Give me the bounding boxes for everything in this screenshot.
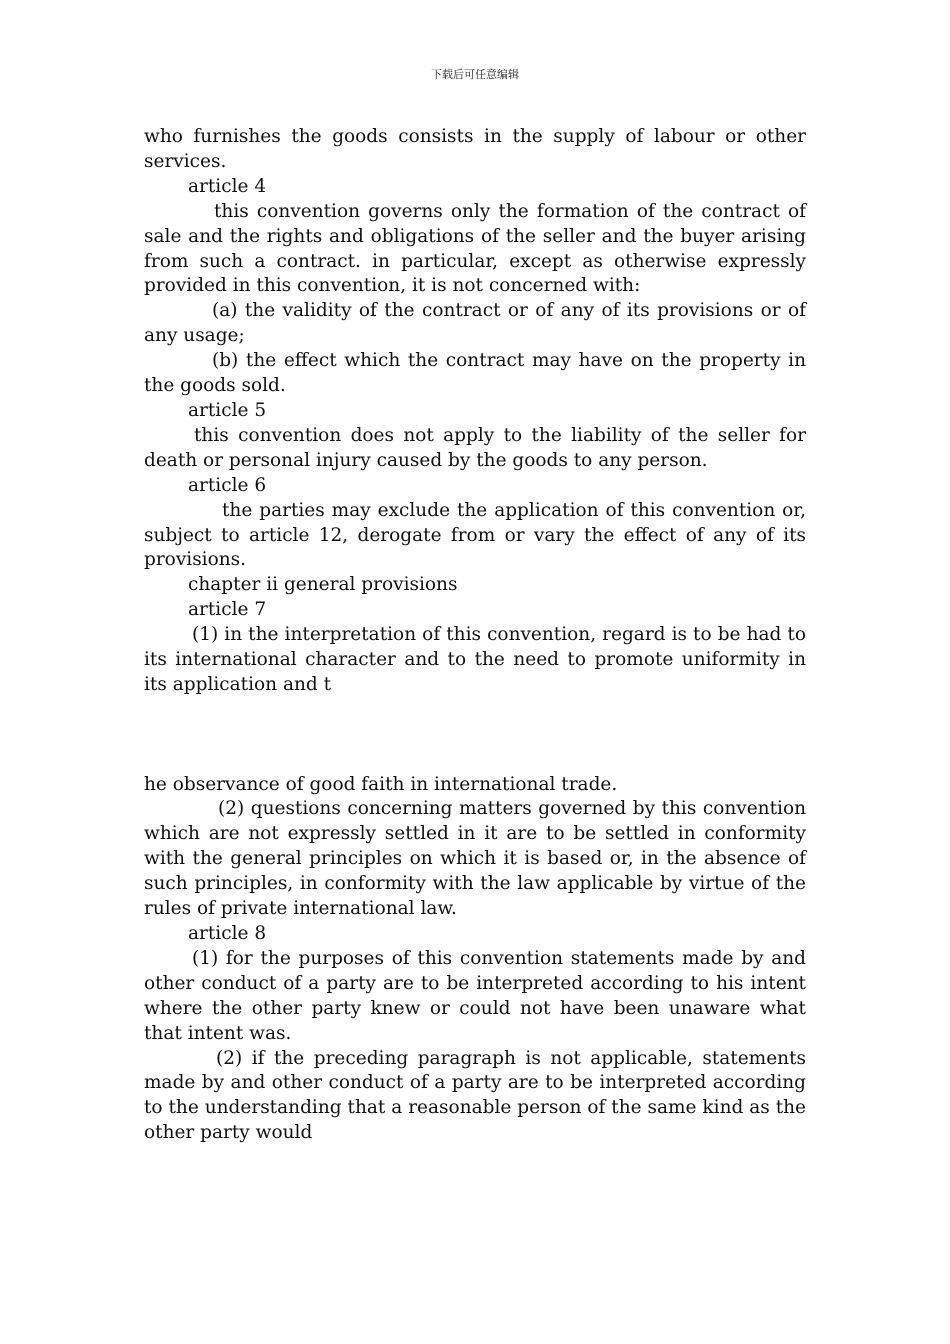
article-7-para-1-part-b: he observance of good faith in international trade.	[144, 773, 618, 795]
article-7-para-1-part-a: (1) in the interpretation of this convention, regard is to be had to its international character and to the need to promote uniformity in its application and t	[144, 624, 806, 695]
article-8-heading: article 8	[188, 922, 267, 944]
article-6-heading: article 6	[188, 474, 267, 496]
article-5-heading: article 5	[188, 399, 267, 421]
article-8-para-1: (1) for the purposes of this convention statements made by and other conduct of a party are to be interpreted according to his intent where the other party knew or could not have been unaware what that intent was.	[144, 947, 806, 1044]
article-8-para-2: (2) if the preceding paragraph is not applicable, statements made by and other conduct of a party are to be interpreted according to the understanding that a reasonable person of the same kind as the other party would	[144, 1047, 806, 1144]
page-header: 下载后可任意编辑	[431, 68, 519, 81]
article-4-text: this convention governs only the formation of the contract of sale and the rights and obligations of the seller and the buyer arising from such a contract. in particular, except as otherwise expressly provided in this convention, it is not concerned with:	[144, 200, 806, 297]
document-body	[144, 125, 806, 1146]
article-6-text: the parties may exclude the application of this convention or, subject to article 12, derogate from or vary the effect of any of its provisions.	[144, 499, 806, 571]
article-4-item-a: (a) the validity of the contract or of any of its provisions or of any usage;	[144, 300, 806, 347]
article-7-heading: article 7	[188, 599, 267, 621]
page-break-gap	[144, 698, 806, 773]
article-7-para-2: (2) questions concerning matters governed by this convention which are not expressly settled in it are to be settled in conformity with the general principles on which it is based or, in the absence of such principles, in conformity with the law applicable by virtue of the rules of private international law.	[144, 798, 806, 920]
paragraph-continuation: who furnishes the goods consists in the supply of labour or other services.	[144, 126, 806, 172]
chapter-heading: chapter ii general provisions	[188, 574, 458, 596]
article-4-heading: article 4	[188, 175, 267, 197]
article-4-item-b: (b) the effect which the contract may have on the property in the goods sold.	[144, 350, 806, 397]
article-5-text: this convention does not apply to the liability of the seller for death or personal injury caused by the goods to any person.	[144, 424, 806, 471]
